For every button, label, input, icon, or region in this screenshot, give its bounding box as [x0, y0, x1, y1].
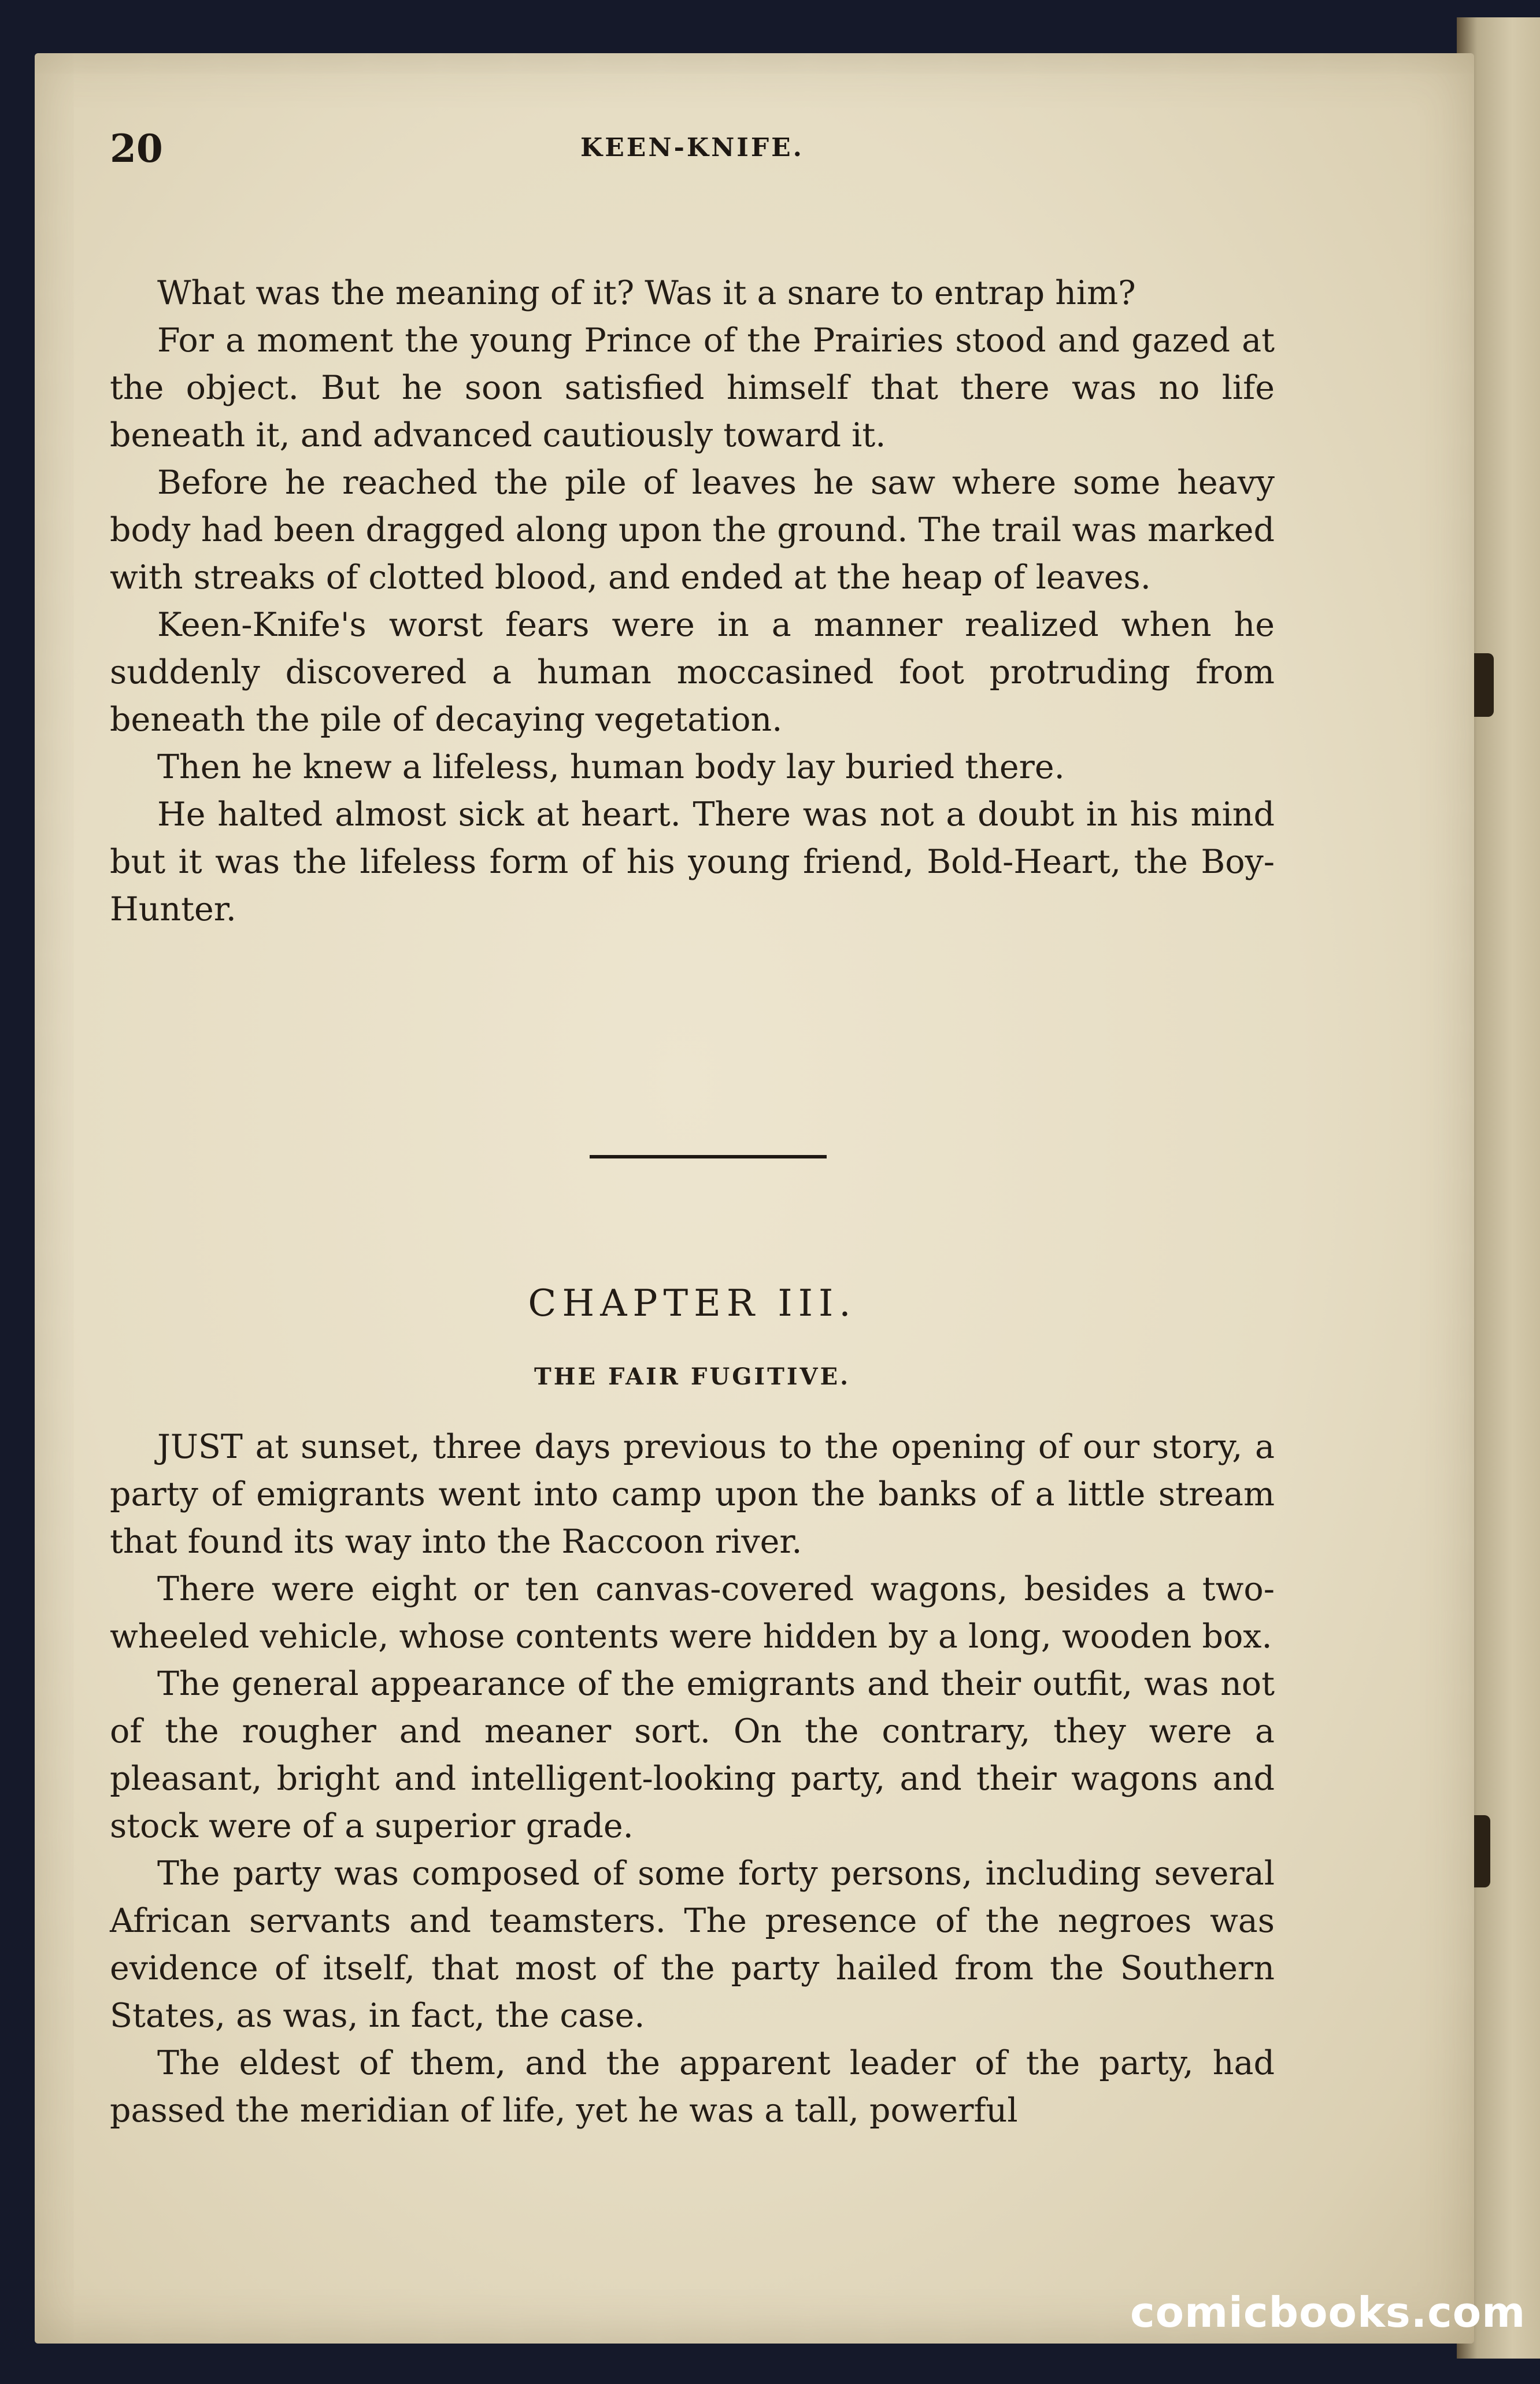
- paragraph: The eldest of them, and the apparent leader of the party, had passed the meridian of life, yet he was a tall, powerful: [110, 2044, 1275, 2130]
- chapter-subtitle: THE FAIR FUGITIVE.: [534, 1363, 851, 1390]
- paragraph: Keen-Knife's worst fears were in a manner realized when he suddenly discovered a human moccasined foot protruding from beneath the pile of decaying vegetation.: [110, 606, 1275, 739]
- paragraph: For a moment the young Prince of the Prairies stood and gazed at the object. But he soon satisfied himself that there was no life beneath it, and advanced cautiously toward it.: [110, 321, 1275, 454]
- paragraph: He halted almost sick at heart. There was not a doubt in his mind but it was the lifeless form of his young friend, Bold-Heart, the Boy-Hunter.: [110, 795, 1275, 928]
- paragraph: What was the meaning of it? Was it a snare to entrap him?: [157, 274, 1136, 312]
- watermark: comicbooks.com: [1130, 2288, 1526, 2337]
- paragraph: The general appearance of the emigrants and their outfit, was not of the rougher and meaner sort. On the contrary, they were a pleasant, bright and intelligent-looking party, and their wagons and stock were of a superior grade.: [110, 1665, 1275, 1845]
- section-divider: [590, 1155, 827, 1158]
- paragraph: There were eight or ten canvas-covered wagons, besides a two-wheeled vehicle, whose contents were hidden by a long, wooden box.: [110, 1570, 1275, 1656]
- running-head: KEEN-KNIFE.: [580, 133, 804, 162]
- page-number: 20: [110, 126, 163, 171]
- chapter-title: CHAPTER III.: [528, 1282, 857, 1325]
- text-section-1: [110, 269, 1275, 933]
- paragraph: Before he reached the pile of leaves he saw where some heavy body had been dragged along upon the ground. The trail was marked with streaks of clotted blood, and ended at the heap of leaves.: [110, 464, 1275, 597]
- paragraph: Then he knew a lifeless, human body lay buried there.: [157, 748, 1065, 786]
- page-header: [110, 126, 1275, 184]
- text-section-2: [110, 1423, 1275, 2134]
- paragraph: JUST at sunset, three days previous to the opening of our story, a party of emigrants went into camp upon the banks of a little stream that found its way into the Raccoon river.: [110, 1428, 1275, 1561]
- paragraph: The party was composed of some forty persons, including several African servants and teamsters. The presence of the negroes was evidence of itself, that most of the party hailed from the Southern States, as was, in fact, the case.: [110, 1854, 1275, 2035]
